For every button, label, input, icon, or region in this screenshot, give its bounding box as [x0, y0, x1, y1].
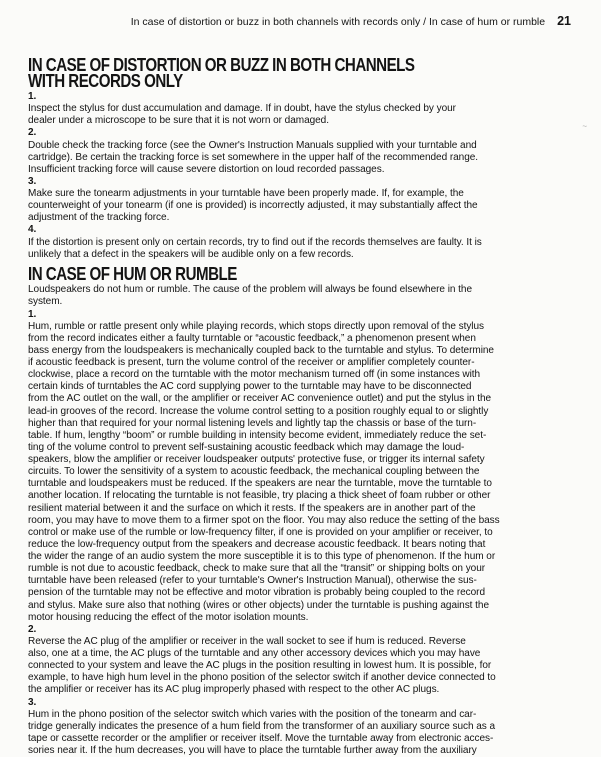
text-line: Loudspeakers do not hum or rumble. The cause of the problem will always be found elsewhere in the [28, 284, 571, 296]
section-body [28, 284, 571, 757]
paragraph [28, 91, 571, 127]
heading-line: IN CASE OF HUM OR RUMBLE [28, 264, 237, 284]
running-header [28, 14, 571, 32]
text-line: Reverse the AC plug of the amplifier or receiver in the wall socket to see if hum is reduced. Reverse [28, 636, 571, 648]
paragraph [28, 309, 571, 624]
text-line: bass energy from the loudspeakers is mechanically coupled back to the turntable and stylus. To determine [28, 345, 571, 357]
paragraph [28, 127, 571, 176]
text-line: unlikely that a defect in the speakers will be audible only on a few records. [28, 249, 571, 261]
paragraph-number: 1. [28, 91, 36, 102]
text-line: Insufficient tracking force will cause severe distortion on loud recorded passages. [28, 164, 571, 176]
heading-line: WITH RECORDS ONLY [28, 71, 183, 91]
section-body [28, 91, 571, 261]
paragraph-number: 2. [28, 127, 36, 138]
section-distortion-buzz [28, 58, 571, 261]
paragraph [28, 697, 571, 757]
paragraph [28, 224, 571, 260]
text-line: system. [28, 296, 571, 308]
text-line: and stylus. Make sure also that nothing (wires or other objects) under the turntable is pushing against the [28, 600, 571, 612]
text-line: also, one at a time, the AC plugs of the turntable and any other accessory devices which you may have [28, 648, 571, 660]
text-line: clockwise, place a record on the turntable with the motor mechanism turned off (in some instances with [28, 369, 571, 381]
text-line: from the AC outlet on the wall, or the amplifier or receiver AC convenience outlet) and put the stylus in the [28, 393, 571, 405]
text-line: table. If hum, lengthy “boom” or rumble building in intensity become evident, immediately reduce the set- [28, 430, 571, 442]
text-line-wrap [28, 309, 571, 333]
text-line: if acoustic feedback is present, turn the volume control of the receiver or amplifier completely counter- [28, 357, 571, 369]
heading-line: IN CASE OF DISTORTION OR BUZZ IN BOTH CHANNELS [28, 55, 414, 75]
text-line-wrap [28, 91, 571, 115]
text-line-wrap [28, 224, 571, 248]
text-line: higher than that required for your normal listening levels and lightly tap the chassis or base of the turn- [28, 418, 571, 430]
text-line: tridge generally indicates the presence of a hum field from the transformer of an auxiliary source such as a [28, 721, 571, 733]
text-line: motor housing reducing the effect of the motor isolation mounts. [28, 612, 571, 624]
text-line: the amplifier or receiver has its AC plug improperly phased with respect to the other AC plugs. [28, 684, 571, 696]
text-line: Double check the tracking force (see the Owner's Instruction Manuals supplied with your turntable and [28, 140, 571, 152]
text-line: rumble is not due to acoustic feedback, check to make sure that all the “transit” or shipping bolts on your [28, 563, 571, 575]
text-line: sories near it. If the hum decreases, you will have to place the turntable further away from the auxiliary [28, 745, 571, 757]
text-line: the wider the range of an audio system the more susceptible it is to this type of phenomenon. If the hum or [28, 551, 571, 563]
paragraph [28, 176, 571, 225]
paragraph-number: 3. [28, 176, 36, 187]
text-line-wrap [28, 697, 571, 721]
text-line: from the record indicates either a faulty turntable or “acoustic feedback,” a phenomenon present when [28, 333, 571, 345]
text-line: example, to have high hum level in the phono position of the selector switch if another device connected to [28, 672, 571, 684]
text-line-wrap [28, 127, 571, 151]
text-line: certain kinds of turntables the AC cord supplying power to the turntable may have to be disconnected [28, 381, 571, 393]
text-line: cartridge). Be certain the tracking force is set somewhere in the upper half of the recommended range. [28, 152, 571, 164]
section-heading [28, 58, 484, 89]
text-line: lead-in grooves of the record. Increase the volume control setting to a position roughly equal to or slightly [28, 406, 571, 418]
text-line: Inspect the stylus for dust accumulation and damage. If in doubt, have the stylus checked by your [28, 103, 571, 115]
text-line: resilient material between it and the surface on which it rests. If the speakers are in another part of the [28, 503, 571, 515]
text-line: room, you may have to move them to a firmer spot on the floor. You may also reduce the setting of the bass [28, 515, 571, 527]
text-line: pension of the turntable may not be effective and motor vibration is probably being coupled to the record [28, 587, 571, 599]
text-line: dealer under a microscope to be sure that it is not worn or damaged. [28, 115, 571, 127]
text-line: turntable have been released (refer to your turntable's Owner's Instruction Manual), otherwise the sus- [28, 575, 571, 587]
text-line-wrap [28, 176, 571, 200]
text-line: ting of the volume control to prevent self-sustaining acoustic feedback which may damage the loud- [28, 442, 571, 454]
text-line: reduce the low-frequency output from the speakers and decrease acoustic feedback. It bears noting that [28, 539, 571, 551]
text-line: Make sure the tonearm adjustments in your turntable have been properly made. If, for example, the [28, 188, 571, 200]
paragraph-number: 2. [28, 624, 36, 635]
text-line: Hum in the phono position of the selector switch which varies with the position of the tonearm and car- [28, 709, 571, 721]
text-line: speakers, blow the amplifier or receiver loudspeaker outputs' protective fuse, or trigger its internal safety [28, 454, 571, 466]
running-title: In case of distortion or buzz in both channels with records only / In case of hum or rumble [131, 16, 545, 28]
scan-mark: ~ [582, 122, 587, 131]
text-line: adjustment of the tracking force. [28, 212, 571, 224]
paragraph [28, 624, 571, 697]
text-line: If the distortion is present only on certain records, try to find out if the records themselves are faulty. It is [28, 237, 571, 249]
section-heading [28, 267, 484, 283]
text-line: turntable and loudspeakers must be reduced. If the speakers are near the turntable, move the turntable to [28, 478, 571, 490]
page-number: 21 [557, 14, 571, 28]
text-line: another location. If relocating the turntable is not feasible, try placing a thick sheet of foam rubber or other [28, 490, 571, 502]
text-line: circuits. To lower the sensitivity of a system to acoustic feedback, the mechanical coupling between the [28, 466, 571, 478]
paragraph-number: 1. [28, 309, 36, 320]
section-hum-rumble [28, 267, 571, 757]
text-line: control or make use of the rumble or low-frequency filter, if one is provided on your amplifier or receiver, to [28, 527, 571, 539]
text-line-wrap [28, 624, 571, 648]
paragraph-number: 4. [28, 224, 36, 235]
text-line: tape or cassette recorder or the amplifier or receiver itself. Move the turntable away from electronic acces- [28, 733, 571, 745]
paragraph-number: 3. [28, 697, 36, 708]
text-line: counterweight of your tonearm (if one is provided) is incorrectly adjusted, it may substantially affect the [28, 200, 571, 212]
text-line: connected to your system and leave the AC plugs in the position resulting in lowest hum. It is possible, for [28, 660, 571, 672]
paragraph [28, 284, 571, 308]
text-line: Hum, rumble or rattle present only while playing records, which stops directly upon removal of the stylus [28, 321, 571, 333]
